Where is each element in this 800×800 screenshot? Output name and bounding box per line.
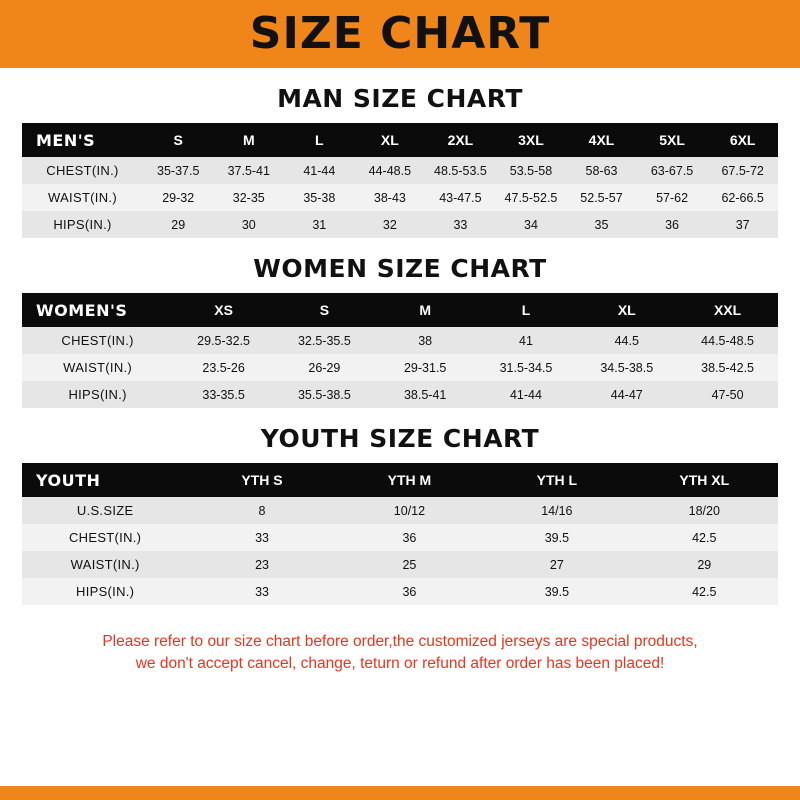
women-waist-xs: 23.5-26 — [173, 354, 274, 381]
women-waist-xxl: 38.5-42.5 — [677, 354, 778, 381]
men-chest-3xl: 53.5-58 — [496, 157, 567, 184]
women-chest-l: 41 — [476, 327, 577, 354]
table-row — [22, 327, 778, 354]
men-hips-6xl: 37 — [707, 211, 778, 238]
men-chest-l: 41-44 — [284, 157, 355, 184]
women-chest-m: 38 — [375, 327, 476, 354]
table-header-row — [22, 293, 778, 327]
women-hips-l: 41-44 — [476, 381, 577, 408]
men-chest-5xl: 63-67.5 — [637, 157, 708, 184]
women-hips-m: 38.5-41 — [375, 381, 476, 408]
table-row — [22, 551, 778, 578]
section-title-youth: YOUTH SIZE CHART — [260, 424, 540, 453]
men-chest-xl: 44-48.5 — [355, 157, 426, 184]
header-band — [0, 0, 800, 68]
youth-row-waist-label: WAIST(IN.) — [22, 551, 188, 578]
youth-header-s: YTH S — [188, 463, 335, 497]
women-header-label: WOMEN'S — [22, 293, 173, 327]
youth-row-chest-label: CHEST(IN.) — [22, 524, 188, 551]
youth-row-ussize-label: U.S.SIZE — [22, 497, 188, 524]
men-waist-m: 32-35 — [214, 184, 285, 211]
men-hips-4xl: 35 — [566, 211, 637, 238]
section-youth — [0, 424, 800, 605]
section-women — [0, 254, 800, 408]
women-waist-s: 26-29 — [274, 354, 375, 381]
table-header-row — [22, 463, 778, 497]
table-row — [22, 497, 778, 524]
youth-hips-xl: 42.5 — [631, 578, 778, 605]
women-hips-s: 35.5-38.5 — [274, 381, 375, 408]
men-waist-4xl: 52.5-57 — [566, 184, 637, 211]
women-chest-xl: 44.5 — [576, 327, 677, 354]
women-chest-xs: 29.5-32.5 — [173, 327, 274, 354]
men-header-label: MEN'S — [22, 123, 143, 157]
youth-hips-l: 39.5 — [483, 578, 630, 605]
men-waist-5xl: 57-62 — [637, 184, 708, 211]
women-header-l: L — [476, 293, 577, 327]
youth-header-label: YOUTH — [22, 463, 188, 497]
men-waist-l: 35-38 — [284, 184, 355, 211]
women-size-table — [22, 293, 778, 408]
table-row — [22, 157, 778, 184]
youth-chest-l: 39.5 — [483, 524, 630, 551]
men-header-6xl: 6XL — [707, 123, 778, 157]
men-hips-2xl: 33 — [425, 211, 496, 238]
women-row-chest-label: CHEST(IN.) — [22, 327, 173, 354]
disclaimer-line-2: we don't accept cancel, change, teturn or refund after order has been placed! — [135, 655, 665, 673]
table-row — [22, 578, 778, 605]
men-hips-5xl: 36 — [637, 211, 708, 238]
women-waist-l: 31.5-34.5 — [476, 354, 577, 381]
women-waist-m: 29-31.5 — [375, 354, 476, 381]
men-chest-4xl: 58-63 — [566, 157, 637, 184]
youth-chest-s: 33 — [188, 524, 335, 551]
table-row — [22, 381, 778, 408]
women-waist-xl: 34.5-38.5 — [576, 354, 677, 381]
women-header-xs: XS — [173, 293, 274, 327]
youth-waist-s: 23 — [188, 551, 335, 578]
men-header-5xl: 5XL — [637, 123, 708, 157]
men-header-xl: XL — [355, 123, 426, 157]
section-title-women: WOMEN SIZE CHART — [253, 254, 547, 283]
disclaimer-note — [0, 621, 800, 676]
men-header-4xl: 4XL — [566, 123, 637, 157]
women-chest-xxl: 44.5-48.5 — [677, 327, 778, 354]
disclaimer-line-1: Please refer to our size chart before order,the customized jerseys are special products, — [102, 633, 698, 650]
men-waist-xl: 38-43 — [355, 184, 426, 211]
women-header-xxl: XXL — [677, 293, 778, 327]
section-title-men: MAN SIZE CHART — [277, 84, 523, 113]
men-header-3xl: 3XL — [496, 123, 567, 157]
youth-waist-m: 25 — [336, 551, 483, 578]
men-chest-2xl: 48.5-53.5 — [425, 157, 496, 184]
men-row-waist-label: WAIST(IN.) — [22, 184, 143, 211]
men-size-table — [22, 123, 778, 238]
men-hips-m: 30 — [214, 211, 285, 238]
table-row — [22, 184, 778, 211]
youth-size-table — [22, 463, 778, 605]
footer-band — [0, 786, 800, 800]
youth-ussize-s: 8 — [188, 497, 335, 524]
youth-ussize-xl: 18/20 — [631, 497, 778, 524]
men-header-s: S — [143, 123, 214, 157]
youth-hips-s: 33 — [188, 578, 335, 605]
men-hips-xl: 32 — [355, 211, 426, 238]
men-header-m: M — [214, 123, 285, 157]
table-row — [22, 211, 778, 238]
page-title: SIZE CHART — [249, 8, 551, 59]
youth-waist-l: 27 — [483, 551, 630, 578]
youth-header-l: YTH L — [483, 463, 630, 497]
women-hips-xxl: 47-50 — [677, 381, 778, 408]
men-chest-m: 37.5-41 — [214, 157, 285, 184]
men-header-l: L — [284, 123, 355, 157]
men-hips-l: 31 — [284, 211, 355, 238]
men-row-hips-label: HIPS(IN.) — [22, 211, 143, 238]
youth-waist-xl: 29 — [631, 551, 778, 578]
women-header-m: M — [375, 293, 476, 327]
men-chest-s: 35-37.5 — [143, 157, 214, 184]
women-hips-xl: 44-47 — [576, 381, 677, 408]
men-header-2xl: 2XL — [425, 123, 496, 157]
men-hips-3xl: 34 — [496, 211, 567, 238]
women-row-waist-label: WAIST(IN.) — [22, 354, 173, 381]
women-header-s: S — [274, 293, 375, 327]
youth-chest-xl: 42.5 — [631, 524, 778, 551]
men-waist-2xl: 43-47.5 — [425, 184, 496, 211]
women-header-xl: XL — [576, 293, 677, 327]
women-chest-s: 32.5-35.5 — [274, 327, 375, 354]
youth-ussize-l: 14/16 — [483, 497, 630, 524]
table-header-row — [22, 123, 778, 157]
women-row-hips-label: HIPS(IN.) — [22, 381, 173, 408]
youth-row-hips-label: HIPS(IN.) — [22, 578, 188, 605]
youth-header-m: YTH M — [336, 463, 483, 497]
men-waist-s: 29-32 — [143, 184, 214, 211]
youth-header-xl: YTH XL — [631, 463, 778, 497]
men-waist-6xl: 62-66.5 — [707, 184, 778, 211]
section-men — [0, 84, 800, 238]
youth-ussize-m: 10/12 — [336, 497, 483, 524]
table-row — [22, 354, 778, 381]
youth-hips-m: 36 — [336, 578, 483, 605]
men-chest-6xl: 67.5-72 — [707, 157, 778, 184]
youth-chest-m: 36 — [336, 524, 483, 551]
table-row — [22, 524, 778, 551]
men-waist-3xl: 47.5-52.5 — [496, 184, 567, 211]
men-row-chest-label: CHEST(IN.) — [22, 157, 143, 184]
women-hips-xs: 33-35.5 — [173, 381, 274, 408]
men-hips-s: 29 — [143, 211, 214, 238]
